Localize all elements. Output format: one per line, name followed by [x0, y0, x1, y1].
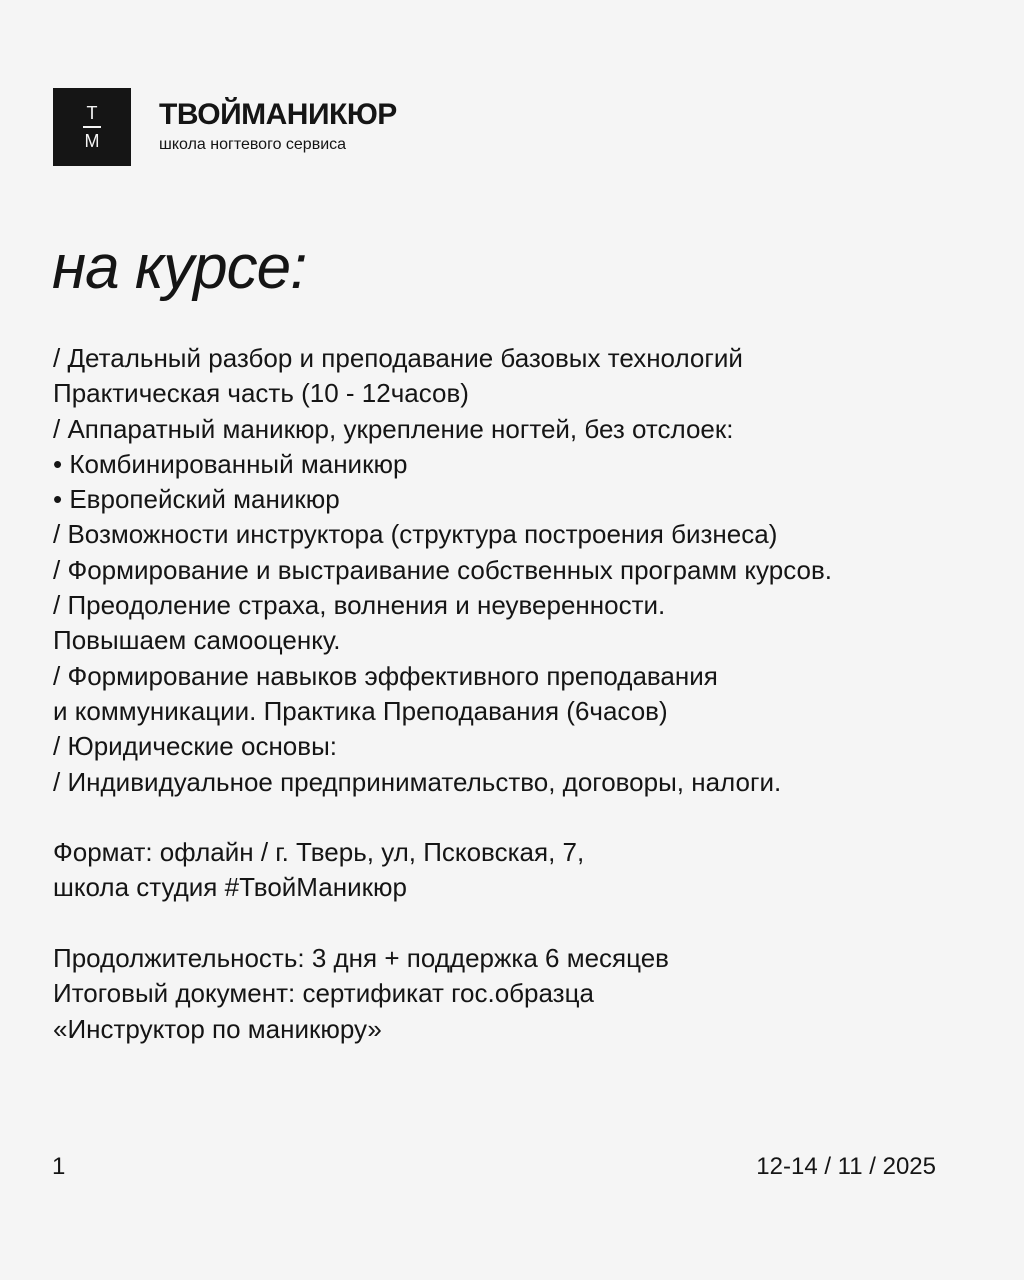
- logo-divider: [83, 126, 101, 128]
- blank-line: [53, 906, 1013, 941]
- brand-logo: [53, 88, 131, 166]
- brand-tagline: школа ногтевого сервиса: [159, 136, 347, 153]
- page-number: 1: [52, 1153, 66, 1180]
- course-content: [53, 341, 1013, 1047]
- blank-line: [53, 800, 1013, 835]
- content-line: / Детальный разбор и преподавание базовых технологий: [53, 343, 743, 373]
- logo-letter-bottom: М: [84, 131, 100, 151]
- page-heading: на курсе:: [52, 233, 307, 302]
- content-line: Итоговый документ: сертификат гос.образца: [53, 978, 594, 1009]
- content-line: школа студия #ТвойМаникюр: [53, 872, 407, 903]
- content-line: Формат: офлайн / г. Тверь, ул, Псковская, 7,: [53, 837, 585, 868]
- logo-letter-top: Т: [86, 103, 98, 123]
- content-line: / Аппаратный маникюр, укрепление ногтей, без отслоек:: [53, 413, 734, 444]
- content-line: / Индивидуальное предпринимательство, договоры, налоги.: [53, 766, 782, 797]
- content-line: Практическая часть (10 - 12часов): [53, 378, 469, 409]
- content-line: и коммуникации. Практика Преподавания (6часов): [53, 695, 668, 726]
- content-line: / Возможности инструктора (структура построения бизнеса): [53, 519, 778, 550]
- content-line: Повышаем самооценку.: [53, 625, 341, 656]
- content-line: • Комбинированный маникюр: [53, 448, 408, 479]
- content-line: Продолжительность: 3 дня + поддержка 6 месяцев: [53, 943, 669, 974]
- content-line: / Формирование и выстраивание собственных программ курсов.: [53, 554, 833, 585]
- brand-name: ТВОЙМАНИКЮР: [159, 98, 397, 131]
- content-line: • Европейский маникюр: [53, 484, 340, 515]
- content-line: «Инструктор по маникюру»: [53, 1013, 382, 1044]
- content-line: / Формирование навыков эффективного преподавания: [53, 660, 718, 691]
- content-line: / Юридические основы:: [53, 731, 337, 762]
- content-line: / Преодоление страха, волнения и неуверенности.: [53, 590, 666, 621]
- course-date: 12-14 / 11 / 2025: [756, 1153, 936, 1180]
